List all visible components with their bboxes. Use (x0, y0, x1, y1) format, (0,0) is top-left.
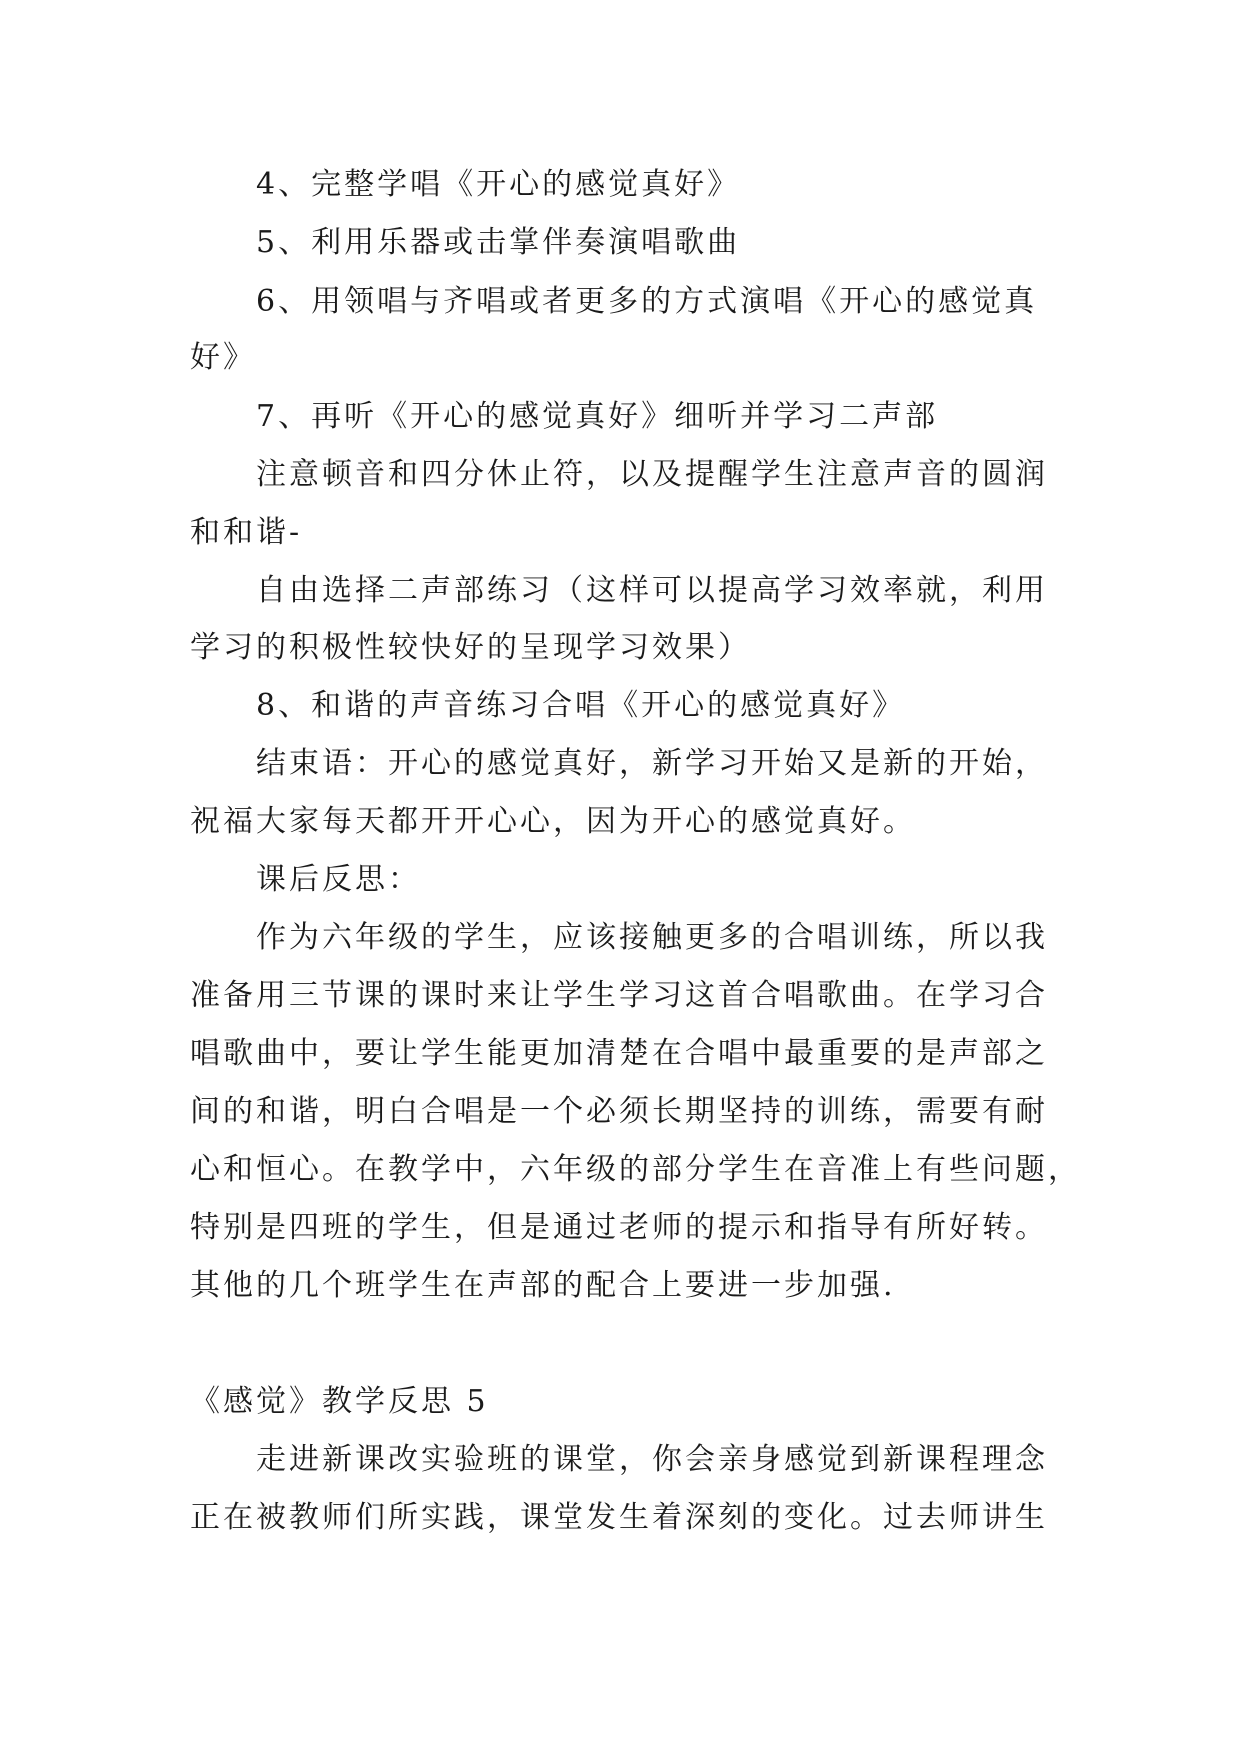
paragraph-line: 自由选择二声部练习（这样可以提高学习效率就，利用 (256, 573, 1048, 608)
paragraph-line: 准备用三节课的课时来让学生学习这首合唱歌曲。在学习合 (190, 978, 1048, 1013)
paragraph-line: 和和谐- (190, 515, 303, 550)
paragraph-line: 间的和谐，明白合唱是一个必须长期坚持的训练，需要有耐 (190, 1094, 1048, 1129)
paragraph-line: 正在被教师们所实践，课堂发生着深刻的变化。过去师讲生 (190, 1500, 1048, 1535)
paragraph-line: 注意顿音和四分休止符，以及提醒学生注意声音的圆润 (256, 457, 1048, 492)
list-item-6: 6、用领唱与齐唱或者更多的方式演唱《开心的感觉真 (256, 284, 1038, 319)
list-item-6-continued: 好》 (190, 340, 256, 375)
paragraph-line: 走进新课改实验班的课堂，你会亲身感觉到新课程理念 (256, 1442, 1048, 1477)
paragraph-line: 学习的积极性较快好的呈现学习效果） (190, 630, 751, 665)
list-item-8: 8、和谐的声音练习合唱《开心的感觉真好》 (256, 688, 906, 723)
list-item-7: 7、再听《开心的感觉真好》细听并学习二声部 (256, 399, 939, 434)
paragraph-line: 祝福大家每天都开开心心，因为开心的感觉真好。 (190, 804, 916, 839)
section-title: 《感觉》教学反思 5 (190, 1384, 489, 1419)
section-label: 课后反思： (256, 862, 421, 897)
paragraph-line: 其他的几个班学生在声部的配合上要进一步加强. (190, 1268, 896, 1303)
paragraph-line: 特别是四班的学生，但是通过老师的提示和指导有所好转。 (190, 1210, 1048, 1245)
list-item-5: 5、利用乐器或击掌伴奏演唱歌曲 (256, 225, 741, 260)
paragraph-line: 结束语：开心的感觉真好，新学习开始又是新的开始， (256, 746, 1048, 781)
paragraph-line: 心和恒心。在教学中，六年级的部分学生在音准上有些问题， (190, 1152, 1081, 1187)
paragraph-line: 作为六年级的学生，应该接触更多的合唱训练，所以我 (256, 920, 1048, 955)
paragraph-line: 唱歌曲中，要让学生能更加清楚在合唱中最重要的是声部之 (190, 1036, 1048, 1071)
list-item-4: 4、完整学唱《开心的感觉真好》 (256, 167, 741, 202)
